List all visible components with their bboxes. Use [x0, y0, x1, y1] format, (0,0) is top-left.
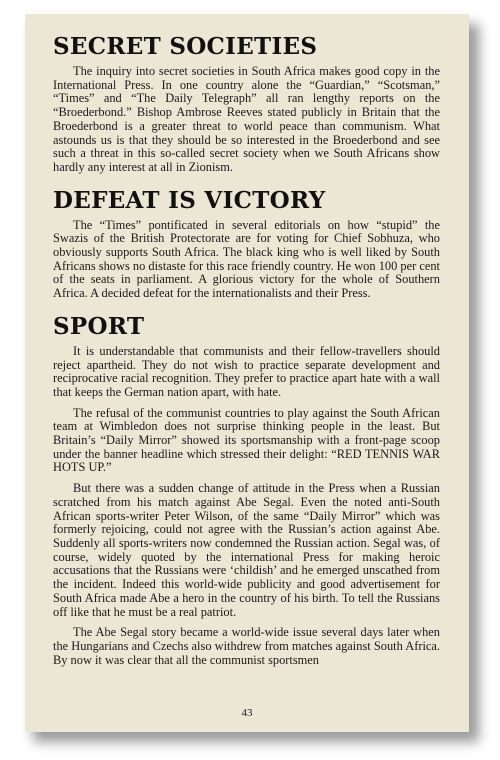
heading-sport: SPORT — [53, 312, 145, 340]
heading-secret-societies: SECRET SOCIETIES — [53, 33, 318, 60]
heading-defeat-is-victory: DEFEAT IS VICTORY — [53, 186, 326, 214]
paragraph-sport-4: The Abe Segal story became a world-wide issue several days later when the Hungarians and Czechs also withdrew from matches against South Africa. By now it was clear that all the communist sportsmen — [53, 625, 440, 667]
paragraph-sport-3: But there was a sudden change of attitude in the Press when a Russian scratched from his match against Abe Segal. Even the noted anti-South African sports-writer Peter Wilson, of the same “Daily Mirror” which was formerly rejoicing, could not agree with the Russian’s action against Abe. Suddenly all sports-writers now condemned the Russian action. Segal was, of course, widely quoted by the international Press for making heroic accusations that the Russians were ‘childish’ and he emerged unscathed from the incident. Indeed this world-wide publicity and good advertisement for South Africa made Abe a hero in the country of his birth. To tell the Russians off like that he must be a real patriot. — [53, 481, 440, 619]
page-number: 43 — [241, 707, 253, 719]
paragraph-sport-2: The refusal of the communist countries to play against the South African team at Wimbledon does not surprise thinking people in the least. But Britain’s “Daily Mirror” showed its sportsmanship with a front-page scoop under the banner headline which stressed their delight: “RED TENNIS WAR HOTS UP.” — [53, 405, 440, 475]
paragraph-secret-societies: The inquiry into secret societies in South Africa makes good copy in the International Press. In one country alone the “Guardian,” “Scotsman,” “Times” and “The Daily Telegraph” all ran lengthy reports on the “Broederbond.” Bishop Ambrose Reeves stated publicly in Britain that the Broederbond is a greater threat to world peace than communism. What astounds us is that they should be so interested in the Broederbond and see such a threat in this so-called secret society when we South Africans show hardly any interest at all in Zionism. — [53, 64, 440, 174]
document-page — [25, 14, 469, 732]
paragraph-sport-1: It is understandable that communists and their fellow-travellers should reject apartheid. They do not wish to practice separate development and reciprocative racial recognition. They prefer to practice apart hate with a wall that keeps the German nation apart, with hate. — [53, 343, 440, 399]
paragraph-defeat-is-victory: The “Times” pontificated in several editorials on how “stupid” the Swazis of the British Protectorate are for voting for Chief Sobhuza, who obviously supports South Africa. The black king who is well liked by South Africans shows no distaste for this race friendly country. He won 100 per cent of the seats in parliament. A glorious victory for the whole of Southern Africa. A decided defeat for the internationalists and their Press. — [53, 217, 440, 301]
